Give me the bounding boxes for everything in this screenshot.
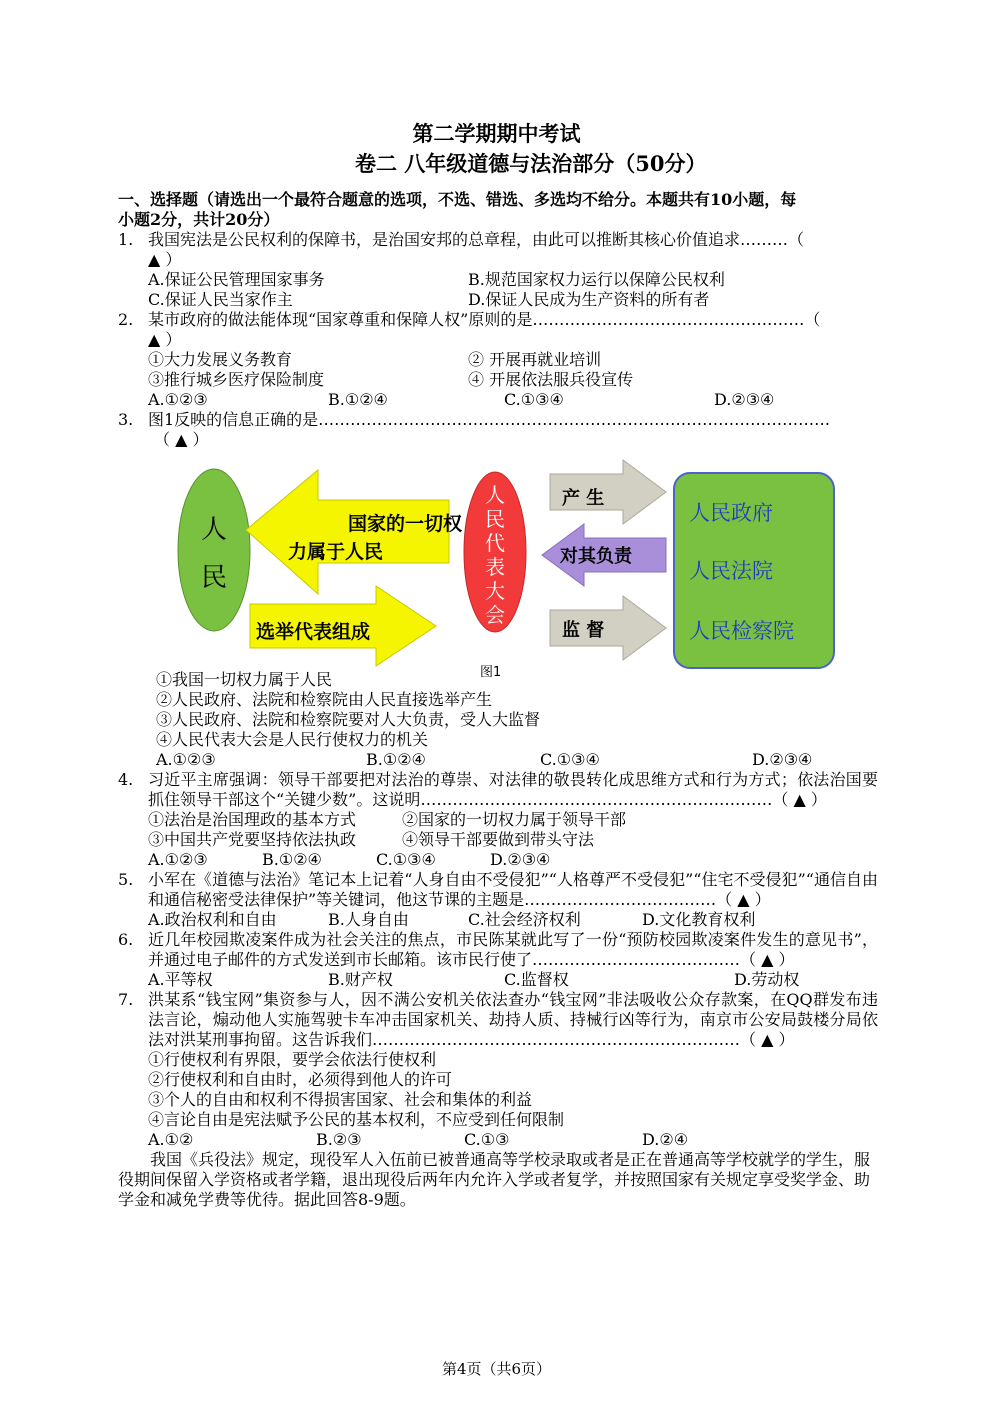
question-number: 4. [118, 770, 134, 789]
statement-1: ①我国一切权力属于人民 [156, 670, 333, 689]
question-3 [118, 410, 878, 450]
option-d: D.②③④ [490, 850, 551, 869]
statements-row [118, 370, 878, 390]
statement-2: ② 开展再就业培训 [468, 350, 602, 369]
option-b: B.②③ [316, 1130, 362, 1149]
question-stem: 小军在《道德与法治》笔记本上记着“人身自由不受侵犯”“人格尊严不受侵犯”“住宅不受侵犯”“通信自由和通信秘密受法律保护”等关键词，他这节课的主题是………………………………（ ▲ ） [148, 870, 878, 909]
option-b: B.人身自由 [328, 910, 409, 929]
option-b: B.①②④ [328, 390, 388, 409]
statement-3: ③个人的自由和权利不得损害国家、社会和集体的利益 [148, 1090, 533, 1109]
question-number: 7. [118, 990, 134, 1009]
option-a: A.保证公民管理国家事务 [148, 270, 325, 289]
answer-blank: ▲ ） [148, 330, 182, 349]
option-a: A.平等权 [148, 970, 213, 989]
figure-caption: 图1 [480, 665, 502, 680]
exam-subtitle: 卷二 八年级道德与法治部分（50分） [355, 151, 707, 176]
arrow-bottom-label: 选举代表组成 [256, 621, 371, 643]
options-row [118, 850, 878, 870]
option-a: A.①② [148, 1130, 194, 1149]
statements-row [118, 810, 878, 830]
reading-passage: 我国《兵役法》规定，现役军人入伍前已被普通高等学校录取或者是正在普通高等学校就学的学生，服役期间保留入学资格或者学籍，退出现役后两年内允许入学或者复学，并按照国家有关规定享受奖学金、助学金和减免学费等优待。据此回答8-9题。 [118, 1150, 871, 1209]
question-2 [118, 310, 878, 350]
option-c: C.社会经济权利 [468, 910, 581, 929]
options-row [118, 910, 878, 930]
question-number: 3. [118, 410, 134, 429]
statement-1: ①大力发展义务教育 [148, 350, 293, 369]
people-label-2: 民 [200, 563, 228, 593]
question-number: 6. [118, 930, 134, 949]
question-5 [118, 870, 878, 910]
exam-title: 第二学期期中考试 [412, 121, 581, 146]
question-stem: 习近平主席强调：领导干部要把对法治的尊崇、对法律的敬畏转化成思维方式和行为方式；依法治国要抓住领导干部这个“关键少数”。这说明…………………………………………………………（ ▲ ） [148, 770, 878, 809]
option-b: B.①②④ [262, 850, 322, 869]
option-c: C.①③④ [540, 750, 600, 769]
options-row [118, 270, 878, 290]
statement-4: ④言论自由是宪法赋予公民的基本权利，不应受到任何限制 [148, 1110, 565, 1129]
statement-2: ②人民政府、法院和检察院由人民直接选举产生 [156, 690, 493, 709]
question-1 [118, 230, 878, 270]
court-label: 人民法院 [689, 559, 773, 583]
statement-1: ①行使权利有界限，要学会依法行使权利 [148, 1050, 437, 1069]
option-c: C.保证人民当家作主 [148, 290, 293, 309]
question-4 [118, 770, 878, 810]
option-d: D.保证人民成为生产资料的所有者 [468, 290, 710, 309]
option-a: A.①②③ [148, 390, 208, 409]
option-b: B.①②④ [366, 750, 426, 769]
question-stem: 某市政府的做法能体现“国家尊重和保障人权”原则的是……………………………………………（ [148, 310, 821, 329]
question-stem: 图1反映的信息正确的是…………………………………………………………………………………… [148, 410, 831, 429]
people-ellipse [178, 469, 250, 631]
section-heading: 一、选择题（请选出一个最符合题意的选项，不选、错选、多选均不给分。本题共有10小题，每 小题2分，共计20分） [118, 190, 797, 229]
congress-char: 代 [485, 531, 505, 555]
statement-2: ②行使权利和自由时，必须得到他人的许可 [148, 1070, 453, 1089]
option-d: D.②③④ [714, 390, 775, 409]
option-c: C.①③④ [376, 850, 436, 869]
statement-3: ③中国共产党要坚持依法执政 [148, 830, 357, 849]
option-a: A.①②③ [156, 750, 216, 769]
congress-char: 民 [485, 507, 505, 531]
exam-content [118, 190, 878, 1210]
option-d: D.文化教育权利 [642, 910, 756, 929]
option-d: D.②③④ [752, 750, 813, 769]
gov-label: 人民政府 [689, 501, 773, 525]
statement-3: ③推行城乡医疗保险制度 [148, 370, 325, 389]
statement-4: ④领导干部要做到带头守法 [402, 830, 595, 849]
question-stem: 近几年校园欺凌案件成为社会关注的焦点，市民陈某就此写了一份“预防校园欺凌案件发生的意见书”，并通过电子邮件的方式发送到市长邮箱。该市民行使了…………………………………（ ▲ ） [148, 930, 878, 969]
option-d: D.②④ [642, 1130, 689, 1149]
arrow-supervise-label: 监 督 [562, 620, 605, 641]
arrow-responsible-label: 对其负责 [560, 546, 632, 567]
option-a: A.①②③ [148, 850, 208, 869]
option-b: B.规范国家权力运行以保障公民权利 [468, 270, 725, 289]
statement-2: ②国家的一切权力属于领导干部 [402, 810, 627, 829]
page-footer: 第4页（共6页） [441, 1360, 552, 1378]
congress-char: 会 [485, 603, 505, 627]
statement-3: ③人民政府、法院和检察院要对人大负责，受人大监督 [156, 710, 541, 729]
question-7 [118, 990, 878, 1050]
options-row [118, 1130, 878, 1150]
options-row [118, 290, 878, 310]
question-number: 1. [118, 230, 134, 249]
question-number: 5. [118, 870, 134, 889]
congress-char: 大 [485, 579, 505, 603]
option-d: D.劳动权 [734, 970, 800, 989]
statement-4: ④ 开展依法服兵役宣传 [468, 370, 634, 389]
question-number: 2. [118, 310, 134, 329]
statement-1: ①法治是治国理政的基本方式 [148, 810, 357, 829]
question-6 [118, 930, 878, 970]
options-row [118, 750, 878, 770]
options-row [118, 970, 878, 990]
question-stem: 我国宪法是公民权利的保障书，是治国安邦的总章程，由此可以推断其核心价值追求………（ [148, 230, 805, 249]
congress-char: 表 [485, 555, 505, 579]
congress-char: 人 [485, 483, 505, 507]
statement-4: ④人民代表大会是人民行使权力的机关 [156, 730, 429, 749]
people-label-1: 人 [200, 515, 228, 545]
answer-blank: （ ▲ ） [154, 430, 209, 449]
option-a: A.政治权利和自由 [148, 910, 277, 929]
answer-blank: ▲ ） [148, 250, 182, 269]
question-stem: 洪某系“钱宝网”集资参与人，因不满公安机关依法查办“钱宝网”非法吸收公众存款案，在QQ群发布违法言论，煽动他人实施驾驶卡车冲击国家机关、劫持人质、持械行凶等行为，南京市公安局鼓楼分局依法对洪某刑事拘留。这告诉我们……………………………………………………………（ ▲ ） [148, 990, 878, 1049]
option-c: C.①③④ [504, 390, 564, 409]
procuratorate-label: 人民检察院 [689, 619, 794, 643]
options-row [118, 390, 878, 410]
arrow-left-label-1: 国家的一切权 [348, 513, 463, 535]
option-c: C.监督权 [504, 970, 569, 989]
statements-row [118, 830, 878, 850]
arrow-produce-label: 产 生 [562, 488, 605, 509]
arrow-left-label-2: 力属于人民 [288, 541, 384, 563]
statements-row [118, 350, 878, 370]
option-b: B.财产权 [328, 970, 393, 989]
option-c: C.①③ [464, 1130, 510, 1149]
